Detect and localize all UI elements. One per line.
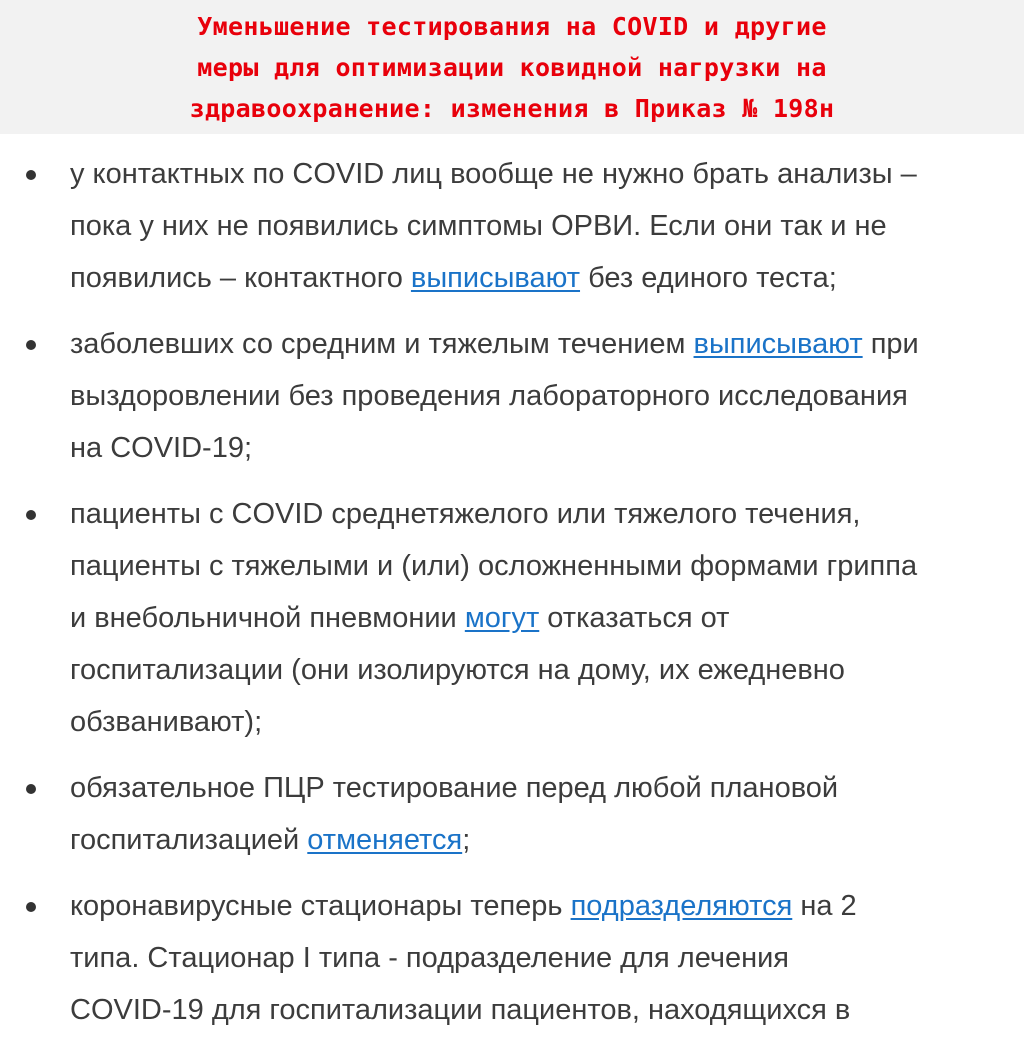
item-text: выздоровлении без проведения лабораторного исследования bbox=[70, 380, 908, 412]
bullet-icon bbox=[26, 510, 36, 520]
item-text bbox=[70, 880, 1010, 932]
link-discharge[interactable]: выписывают bbox=[410, 262, 581, 294]
item-text: типа. Стационар I типа - подразделение для лечения bbox=[70, 942, 790, 974]
link-subdivided[interactable]: подразделяются bbox=[570, 890, 793, 922]
list-item bbox=[0, 880, 1024, 1036]
link-may-refuse[interactable]: могут bbox=[464, 602, 540, 634]
item-text-part: заболевших со средним и тяжелым течением bbox=[70, 328, 694, 360]
title-line: здравоохранение: изменения в Приказ № 198н bbox=[189, 94, 835, 123]
item-text: на COVID-19; bbox=[70, 432, 253, 464]
link-discharge-severe[interactable]: выписывают bbox=[693, 328, 863, 360]
bullet-icon bbox=[26, 902, 36, 912]
item-text-part: ; bbox=[462, 824, 471, 856]
item-text: пока у них не появились симптомы ОРВИ. Если они так и не bbox=[70, 210, 887, 242]
item-text-part: при bbox=[862, 328, 919, 360]
list-item bbox=[0, 762, 1024, 866]
item-text bbox=[70, 318, 1010, 370]
item-text: COVID-19 для госпитализации пациентов, находящихся в bbox=[70, 994, 851, 1026]
page-title bbox=[0, 6, 1024, 129]
item-text-part: коронавирусные стационары теперь bbox=[70, 890, 571, 922]
item-text: обзванивают); bbox=[70, 706, 263, 738]
item-text-part: госпитализацией bbox=[70, 824, 308, 856]
item-text-part: отказаться от bbox=[539, 602, 730, 634]
list-item bbox=[0, 488, 1024, 748]
bullet-icon bbox=[26, 784, 36, 794]
item-text-part: на 2 bbox=[792, 890, 857, 922]
item-text-part: и внебольничной пневмонии bbox=[70, 602, 465, 634]
item-text: у контактных по COVID лиц вообще не нужно брать анализы – bbox=[70, 158, 917, 190]
measures-list bbox=[0, 148, 1024, 1050]
title-line: меры для оптимизации ковидной нагрузки на bbox=[197, 53, 827, 82]
link-cancelled[interactable]: отменяется bbox=[307, 824, 463, 856]
item-text: пациенты с COVID среднетяжелого или тяжелого течения, bbox=[70, 498, 861, 530]
list-item bbox=[0, 148, 1024, 304]
title-line: Уменьшение тестирования на COVID и другие bbox=[197, 12, 827, 41]
item-text: пациенты с тяжелыми и (или) осложненными формами гриппа bbox=[70, 550, 918, 582]
item-text bbox=[70, 592, 1010, 644]
bullet-icon bbox=[26, 170, 36, 180]
header-banner bbox=[0, 0, 1024, 134]
bullet-icon bbox=[26, 340, 36, 350]
item-text: обязательное ПЦР тестирование перед любой плановой bbox=[70, 772, 839, 804]
list-item bbox=[0, 318, 1024, 474]
item-text bbox=[70, 814, 1010, 866]
item-text-part: без единого теста; bbox=[580, 262, 837, 294]
item-text: госпитализации (они изолируются на дому, их ежедневно bbox=[70, 654, 845, 686]
item-text bbox=[70, 252, 1010, 304]
item-text-part: появились – контактного bbox=[70, 262, 411, 294]
